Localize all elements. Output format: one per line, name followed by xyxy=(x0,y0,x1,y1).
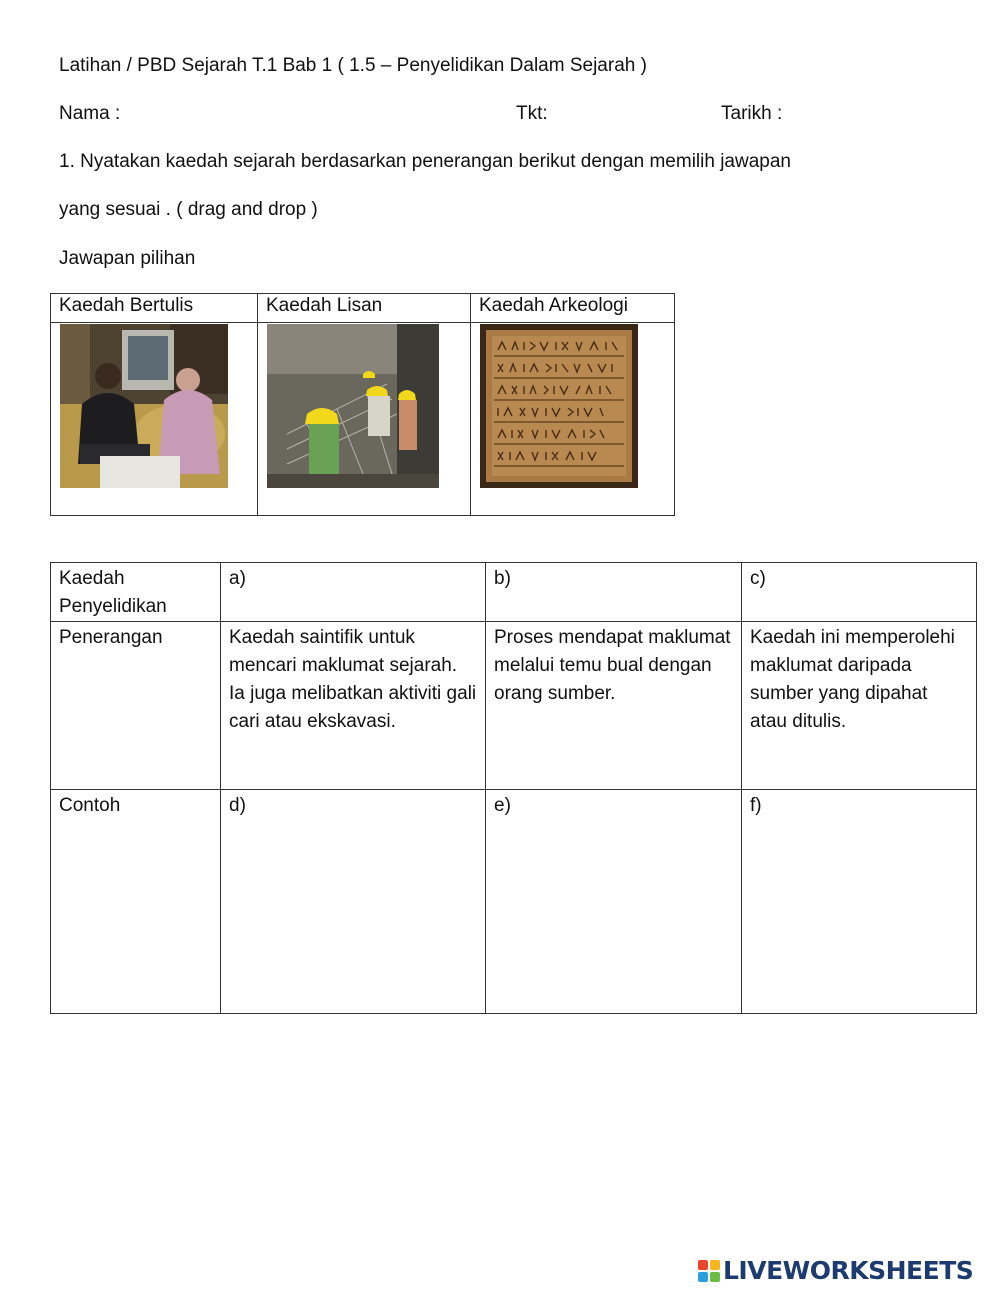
drop-zone-f[interactable]: f) xyxy=(742,790,977,1014)
answer-choices-table xyxy=(50,293,675,516)
choice-image-cell-1 xyxy=(51,323,258,516)
choice-image-cell-2 xyxy=(258,323,471,516)
inscription-tablet-photo[interactable] xyxy=(480,324,638,488)
tkt-label: Tkt: xyxy=(516,103,548,124)
liveworksheets-logo[interactable] xyxy=(698,1256,973,1285)
drop-zone-d[interactable]: d) xyxy=(221,790,486,1014)
liveworksheets-logo-text: LIVEWORKSHEETS xyxy=(723,1256,974,1285)
description-c: Kaedah ini memperolehi maklumat daripada sumber yang dipahat atau ditulis. xyxy=(742,622,977,790)
drop-zone-c[interactable]: c) xyxy=(742,563,977,622)
choice-image-cell-3 xyxy=(471,323,675,516)
excavation-photo[interactable] xyxy=(267,324,439,488)
tarikh-label: Tarikh : xyxy=(721,103,783,124)
question-line-2: yang sesuai . ( drag and drop ) xyxy=(59,199,318,220)
question-line-1: 1. Nyatakan kaedah sejarah berdasarkan penerangan berikut dengan memilih jawapan xyxy=(59,151,791,172)
row-label-contoh: Contoh xyxy=(51,790,221,1014)
nama-label: Nama : xyxy=(59,103,121,124)
choice-label-arkeologi[interactable]: Kaedah Arkeologi xyxy=(471,294,675,323)
liveworksheets-logo-icon xyxy=(698,1260,720,1282)
drop-zone-b[interactable]: b) xyxy=(486,563,742,622)
choice-label-bertulis[interactable]: Kaedah Bertulis xyxy=(51,294,258,323)
description-b: Proses mendapat maklumat melalui temu bual dengan orang sumber. xyxy=(486,622,742,790)
row-label-kaedah-penyelidikan: Kaedah Penyelidikan xyxy=(51,563,221,622)
worksheet-title: Latihan / PBD Sejarah T.1 Bab 1 ( 1.5 – Penyelidikan Dalam Sejarah ) xyxy=(59,55,647,76)
choices-heading: Jawapan pilihan xyxy=(59,248,196,269)
drop-zone-e[interactable]: e) xyxy=(486,790,742,1014)
drop-zone-a[interactable]: a) xyxy=(221,563,486,622)
interview-photo[interactable] xyxy=(60,324,228,488)
choice-label-lisan[interactable]: Kaedah Lisan xyxy=(258,294,471,323)
row-label-penerangan: Penerangan xyxy=(51,622,221,790)
question-table xyxy=(50,562,977,1014)
description-a: Kaedah saintifik untuk mencari maklumat sejarah. Ia juga melibatkan aktiviti gali cari atau ekskavasi. xyxy=(221,622,486,790)
